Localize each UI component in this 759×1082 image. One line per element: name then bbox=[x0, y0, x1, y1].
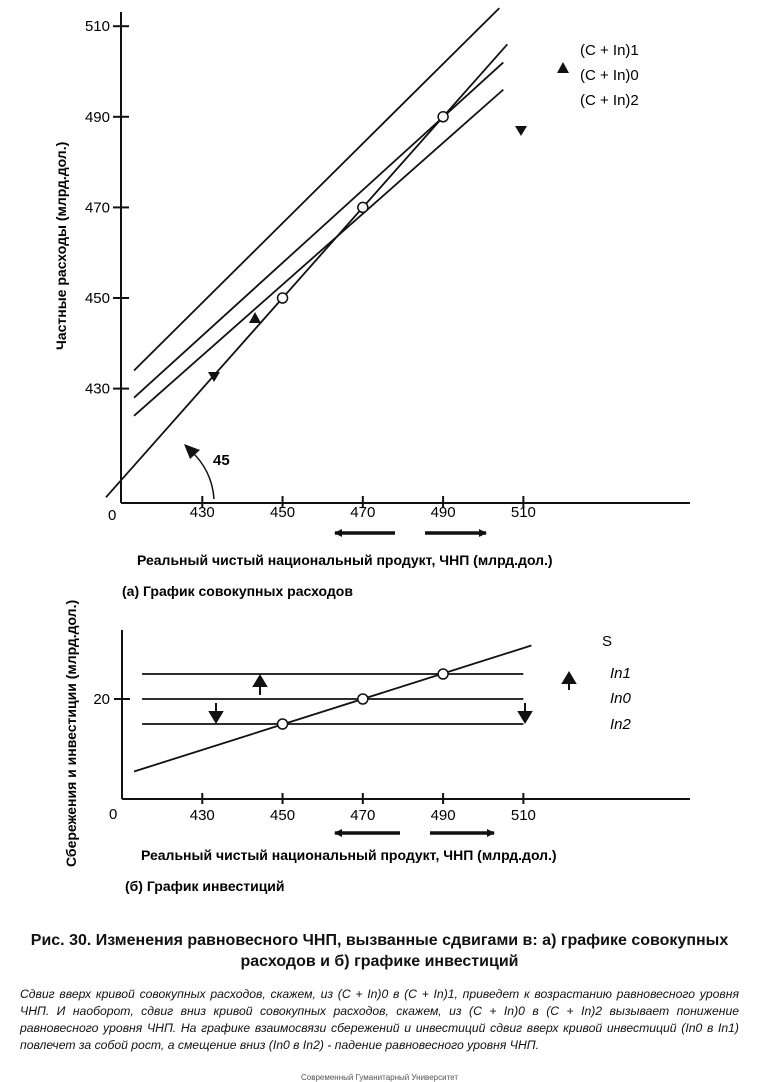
angle-arc bbox=[190, 450, 214, 499]
x-tick-label-b: 510 bbox=[510, 807, 536, 824]
figure-caption bbox=[20, 930, 739, 1054]
origin-label-a: 0 bbox=[108, 507, 117, 524]
shift-arrows-b bbox=[210, 673, 575, 722]
equilibrium-point bbox=[278, 293, 288, 303]
down-arrow-icon bbox=[519, 712, 531, 722]
caption-description: Сдвиг вверх кривой совокупных расходов, скажем, из (C + In)0 в (C + In)1, приведет к возрастанию равновесного уровня ЧНП. И наоборот, сдвиг вниз кривой совокупных расходов, скажем, из (C + In)0 в (C + In)2 вызывает понижение равновесного уровня ЧНП. На графике взаимосвязи сбережений и инвестиций сдвиг вверх кривой инвестиций (In0 в In1) повлечет за собой рост, а смещение вниз (In0 в In2) - падение равновесного уровня ЧНП. bbox=[20, 987, 739, 1052]
angle-label: 45 bbox=[213, 452, 230, 469]
curve-label-0: (C + In)0 bbox=[580, 67, 639, 84]
expenditure-line bbox=[134, 90, 503, 416]
page-footer: Современный Гуманитарный Университет bbox=[300, 1073, 459, 1082]
y-tick-label-a: 430 bbox=[84, 380, 110, 398]
expenditure-line bbox=[134, 8, 499, 370]
y-tick-label-a: 510 bbox=[84, 18, 110, 36]
equilibrium-point bbox=[358, 694, 368, 704]
x-tick-label-a: 450 bbox=[270, 504, 296, 521]
panel-label-a: (a) График совокупных расходов bbox=[122, 583, 353, 599]
origin-label-b: 0 bbox=[109, 806, 118, 823]
x-tick-label-b: 430 bbox=[189, 807, 215, 824]
up-arrow-icon bbox=[254, 676, 266, 686]
expenditure-line bbox=[134, 62, 503, 397]
investment-label-2: In2 bbox=[610, 716, 631, 733]
y-axis-title-a: Частные расходы (млрд.дол.) bbox=[53, 141, 69, 350]
saving-line bbox=[134, 646, 531, 772]
x-axis-title-a: Реальный чистый национальный продукт, ЧНП (млрд.дол.) bbox=[137, 552, 553, 568]
up-arrow-icon bbox=[557, 62, 569, 73]
curve-label-2: (C + In)2 bbox=[580, 92, 639, 109]
equilibrium-point bbox=[438, 112, 448, 122]
equilibrium-point bbox=[358, 202, 368, 212]
y-axis-title-b: Сбережения и инвестиции (млрд.дол.) bbox=[63, 599, 79, 867]
down-arrow-icon bbox=[515, 126, 527, 136]
aggregate-expenditure-chart bbox=[53, 8, 690, 599]
caption-title: Рис. 30. Изменения равновесного ЧНП, вызванные сдвигами в: а) графике совокупных расходов и б) графике инвестиций bbox=[30, 932, 729, 970]
y-tick-label-b: 20 bbox=[93, 691, 110, 708]
down-arrow-icon bbox=[210, 712, 222, 722]
investment-label-1: In1 bbox=[610, 665, 631, 682]
y-tick-label-a: 450 bbox=[84, 290, 110, 307]
shift-arrows-a bbox=[208, 62, 569, 382]
investment-chart bbox=[63, 600, 690, 894]
x-tick-label-b: 490 bbox=[430, 807, 456, 824]
forty-five-degree-line bbox=[106, 44, 507, 497]
up-arrow-icon bbox=[563, 673, 575, 683]
equilibrium-point bbox=[278, 719, 288, 729]
x-tick-label-b: 470 bbox=[350, 807, 376, 824]
x-tick-label-a: 430 bbox=[189, 504, 215, 521]
x-axis-title-b: Реальный чистый национальный продукт, ЧНП (млрд.дол.) bbox=[141, 847, 557, 863]
x-tick-label-b: 450 bbox=[270, 807, 296, 824]
investment-label-0: In0 bbox=[610, 690, 631, 707]
x-tick-label-a: 510 bbox=[510, 504, 536, 521]
equilibrium-point bbox=[438, 669, 448, 679]
panel-label-b: (б) График инвестиций bbox=[125, 878, 285, 894]
saving-label: S bbox=[602, 633, 613, 650]
y-tick-label-a: 470 bbox=[84, 199, 110, 217]
y-tick-label-a: 490 bbox=[84, 108, 110, 126]
x-tick-label-a: 490 bbox=[430, 504, 456, 521]
x-tick-label-a: 470 bbox=[350, 504, 376, 521]
curve-label-1: (C + In)1 bbox=[580, 42, 639, 59]
